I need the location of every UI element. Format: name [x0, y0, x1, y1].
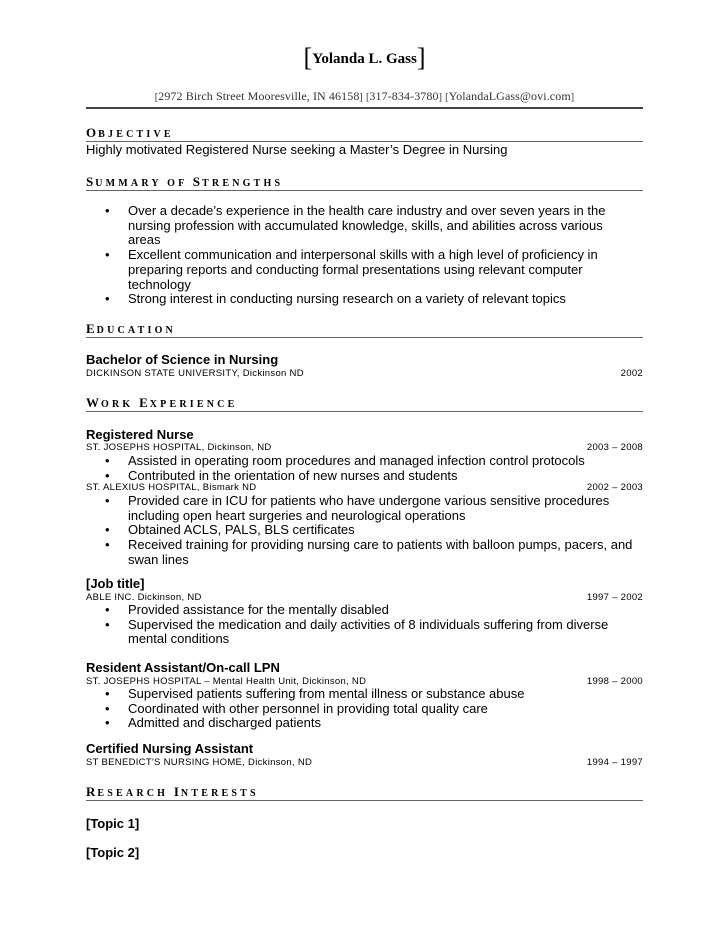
bullet-icon: • — [105, 537, 110, 553]
employer-line — [86, 442, 643, 453]
list-item: • Supervised the medication and daily activities of 8 individuals suffering from diverse mental conditions — [105, 616, 609, 647]
objective-text: Highly motivated Registered Nurse seeking a Master’s Degree in Nursing — [86, 142, 508, 157]
list-item: • Admitted and discharged patients — [105, 715, 321, 731]
list-item: • Excellent communication and interpersonal skills with a high level of proficiency in preparing reports and conducting formal presentations using relevant computer technology — [105, 247, 598, 292]
employer-name: ST. JOSEPHS HOSPITAL – Mental Health Unit, Dickinson, ND — [86, 676, 367, 687]
research-topic: [Topic 1] — [86, 816, 140, 831]
name-heading: [Yolanda L. Gass] — [303, 43, 426, 72]
summary-rule — [86, 190, 643, 191]
employer-line — [86, 757, 643, 768]
bullet-icon: • — [105, 700, 110, 716]
education-heading: EDUCATION — [86, 321, 176, 336]
bullet-icon: • — [105, 616, 110, 632]
list-item: • Provided assistance for the mentally disabled — [105, 602, 389, 617]
list-item: • Over a decade’s experience in the health care industry and over seven years in the nursing profession with accumulated knowledge, skills, and abilities across various areas — [105, 203, 606, 248]
research-heading: RESEARCH INTERESTS — [86, 784, 259, 799]
job-bullets — [86, 603, 643, 647]
bullet-icon: • — [105, 467, 110, 483]
phone: 317-834-3780 — [369, 89, 439, 103]
employer-name: ABLE INC. Dickinson, ND — [86, 592, 202, 603]
employment-dates: 1994 – 1997 — [586, 757, 643, 768]
degree-title: Bachelor of Science in Nursing — [86, 352, 279, 367]
job-title: Certified Nursing Assistant — [86, 741, 254, 756]
summary-heading: SUMMARY OF STRENGTHS — [86, 174, 284, 189]
employment-dates: 1998 – 2000 — [586, 676, 643, 687]
list-item: • Received training for providing nursing care to patients with balloon pumps, pacers, and swan lines — [105, 537, 633, 567]
work-heading: WORK EXPERIENCE — [86, 395, 238, 410]
bullet-icon: • — [105, 715, 110, 731]
list-item: • Contributed in the orientation of new nurses and students — [105, 467, 458, 483]
objective-heading: OBJECTIVE — [86, 125, 174, 140]
list-item: • Obtained ACLS, PALS, BLS certificates — [105, 522, 355, 538]
graduation-year: 2002 — [620, 368, 643, 379]
bullet-icon: • — [105, 291, 110, 307]
list-item: • Assisted in operating room procedures and managed infection control protocols — [105, 453, 585, 468]
email: YolandaLGass@ovi.com — [448, 89, 571, 103]
employer-name: ST. ALEXIUS HOSPITAL, Bismark ND — [86, 482, 257, 493]
list-item: • Coordinated with other personnel in providing total quality care — [105, 700, 488, 716]
job-title: Resident Assistant/On-call LPN — [86, 660, 280, 675]
bullet-icon: • — [105, 203, 110, 218]
list-item: • Strong interest in conducting nursing research on a variety of relevant topics — [105, 291, 566, 307]
job-title: [Job title] — [86, 576, 145, 591]
school-line — [86, 368, 643, 379]
education-rule — [86, 337, 643, 338]
work-rule — [86, 411, 643, 412]
summary-list — [86, 204, 631, 307]
bullet-icon: • — [105, 522, 110, 538]
address: 2972 Birch Street Mooresville, IN 46158 — [158, 89, 360, 103]
header-divider — [86, 107, 643, 109]
list-item: • Supervised patients suffering from mental illness or substance abuse — [105, 686, 525, 701]
job-title: Registered Nurse — [86, 427, 194, 442]
job-bullets — [86, 494, 634, 568]
employer-name: ST BENEDICT'S NURSING HOME, Dickinson, ND — [86, 757, 313, 768]
bullet-icon: • — [105, 453, 110, 468]
employer-line — [86, 482, 643, 493]
employment-dates: 2003 – 2008 — [586, 442, 643, 453]
employment-dates: 1997 – 2002 — [586, 592, 643, 603]
research-topic: [Topic 2] — [86, 845, 140, 860]
employer-name: ST. JOSEPHS HOSPITAL, Dickinson, ND — [86, 442, 272, 453]
bullet-icon: • — [105, 686, 110, 701]
contact-line: [2972 Birch Street Mooresville, IN 46158] [317-834-3780] [YolandaLGass@ovi.com] — [154, 89, 575, 103]
bullet-icon: • — [105, 247, 110, 263]
bullet-icon: • — [105, 602, 110, 617]
job-bullets — [86, 687, 643, 731]
list-item: • Provided care in ICU for patients who have undergone various sensitive procedures including open heart surgeries and neurological operations — [105, 493, 610, 523]
job-bullets — [86, 454, 643, 483]
research-rule — [86, 800, 643, 801]
employment-dates: 2002 – 2003 — [586, 482, 643, 493]
school-name: DICKINSON STATE UNIVERSITY, Dickinson ND — [86, 368, 304, 379]
candidate-name: Yolanda L. Gass — [312, 51, 417, 67]
bullet-icon: • — [105, 493, 110, 508]
